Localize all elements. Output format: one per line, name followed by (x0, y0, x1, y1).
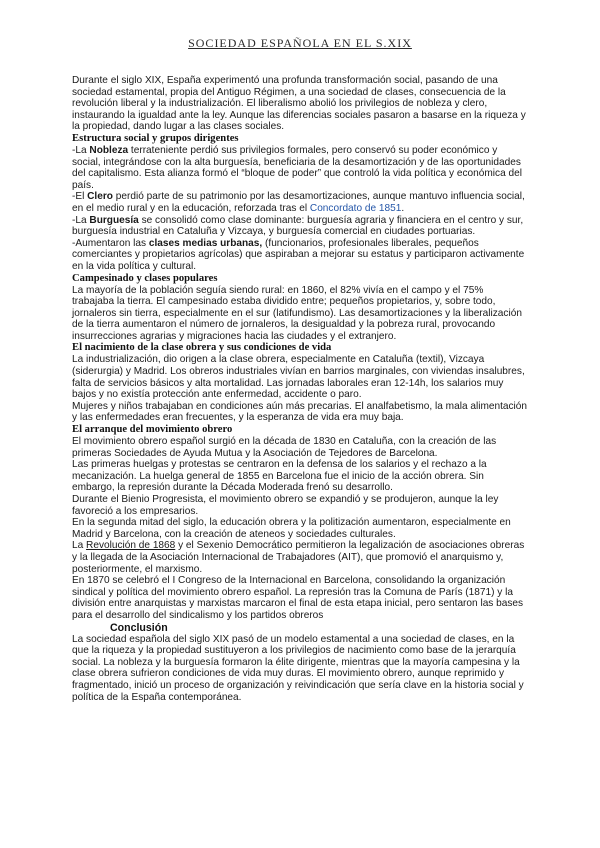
paragraph-campesinado: La mayoría de la población seguía siendo rural: en 1860, el 82% vivía en el campo y el 75% trabajaba la tierra. El campesinado estaba dividido entre; pequeños propietarios, y, sobre todo, jornaleros sin tierra, especialmente en el sur (latifundismo). Las desamortizaciones y la liberalización de la tierra aumentaron el número de jornaleros, la desigualdad y la pobreza rural, provocando insurrecciones agrarias y migraciones hacia las ciudades y el extranjero. (72, 284, 522, 342)
term-clases-medias: clases medias urbanas, (148, 237, 263, 249)
document-title: SOCIEDAD ESPAÑOLA EN EL S.XIX (188, 36, 412, 50)
link-concordato-1851[interactable]: Concordato de 1851 (309, 202, 402, 214)
paragraph-primeras-huelgas: Las primeras huelgas y protestas se centraron en la defensa de los salarios y el rechazo a la mecanización. La huelga general de 1855 en Barcelona fue el inicio de la acción obrera. Sin embargo, la represión durante la Década Moderada frenó su desarrollo. (72, 459, 487, 494)
document-page (72, 36, 528, 703)
term-clero: Clero (87, 191, 113, 203)
paragraph-revolucion-1868: La Revolución de 1868 y el Sexenio Democrático permitieron la legalización de asociaciones obreras y la llegada de la Asociación Internacional de Trabajadores (AIT), que promovió el anarquismo y, posteriormente, el marxismo. (72, 540, 525, 575)
paragraph-mujeres-ninos: Mujeres y niños trabajaban en condiciones aún más precarias. El analfabetismo, la mala alimentación y las enfermedades eran frecuentes, y la esperanza de vida era muy baja. (72, 400, 528, 424)
paragraph-nobleza: -La Nobleza terrateniente perdió sus privilegios formales, pero conservó su poder económico y social, integrándose con la alta burguesía, beneficiaria de la desamortización y de las oportunidades del capitalismo. Esta alianza formó el “bloque de poder” que controló la vida política y económica del país. (72, 144, 522, 191)
heading-conclusion: Conclusión (110, 621, 168, 634)
heading-campesinado: Campesinado y clases populares (72, 272, 218, 284)
paragraph-burguesia: -La Burguesía se consolidó como clase dominante: burguesía agraria y financiera en el centro y sur, burguesía industrial en Cataluña y Vizcaya, y burguesía comercial en ciudades portuarias. (72, 214, 524, 238)
heading-clase-obrera: El nacimiento de la clase obrera y sus condiciones de vida (72, 342, 332, 354)
heading-movimiento-obrero: El arranque del movimiento obrero (72, 424, 233, 436)
paragraph-bienio-progresista: Durante el Bienio Progresista, el movimiento obrero se expandió y se produjeron, aunque la ley favoreció a los empresarios. (72, 494, 499, 517)
paragraph-origen-movimiento: El movimiento obrero español surgió en la década de 1830 en Cataluña, con la creación de las primeras Sociedades de Ayuda Mutua y la Asociación de Tejedores de Barcelona. (72, 436, 497, 459)
heading-estructura-social: Estructura social y grupos dirigentes (72, 132, 239, 144)
paragraph-congreso-1870: En 1870 se celebró el I Congreso de la Internacional en Barcelona, consolidando la organización sindical y política del movimiento obrero español. La represión tras la Comuna de París (1871) y la división entre anarquistas y marxistas marcaron el final de esta etapa inicial, pero sentaron las bases para el desarrollo del sindicalismo y los partidos obreros (72, 575, 524, 621)
paragraph-industrializacion: La industrialización, dio origen a la clase obrera, especialmente en Cataluña (textil), Vizcaya (siderurgia) y Madrid. Los obreros industriales vivían en barrios marginales, con viviendas insalubres, falta de servicios básicos y alta mortalidad. Las jornadas laborales eran 12-14h, los salarios muy bajos y no existía protección ante enfermedad, accidente o paro. (72, 354, 525, 401)
paragraph-clero: -El Clero perdió parte de su patrimonio por las desamortizaciones, aunque mantuvo influencia social, en el medio rural y en la educación, reforzada tras el Concordato de 1851. (72, 191, 525, 214)
paragraph-clases-medias: -Aumentaron las clases medias urbanas, (funcionarios, profesionales liberales, pequeños comerciantes y propietarios agrícolas) que aspiraban a mejorar su estatus y participaron activamente en la vida política y cultural. (72, 237, 525, 272)
term-burguesia: Burguesía (89, 214, 139, 226)
term-nobleza: Nobleza (89, 144, 129, 156)
link-revolucion-1868[interactable]: Revolución de 1868 (86, 540, 176, 552)
paragraph-conclusion: La sociedad española del siglo XIX pasó de un modelo estamental a una sociedad de clases, en la que la riqueza y la propiedad sustituyeron a los privilegios de nacimiento como base de la jerarquía social. La nobleza y la burguesía formaron la élite dirigente, mientras que la mayoría campesina y la clase obrera sufrieron condiciones de vida muy duras. El movimiento obrero, aunque reprimido y fragmentado, inició un proceso de organización y reivindicación que sería clave en la historia social y política de la España contemporánea. (72, 633, 524, 703)
intro-paragraph: Durante el siglo XIX, España experimentó una profunda transformación social, pasando de una sociedad estamental, propia del Antiguo Régimen, a una sociedad de clases, consecuencia de la revolución liberal y la industrialización. El liberalismo abolió los privilegios de nobleza y clero, instaurando la igualdad ante la ley. Aunque las diferencias sociales pasaron a basarse en la riqueza y la propiedad, dando lugar a las clases sociales. (72, 75, 526, 133)
paragraph-educacion-obrera: En la segunda mitad del siglo, la educación obrera y la politización aumentaron, especialmente en Madrid y Barcelona, con la creación de ateneos y sociedades culturales. (72, 517, 511, 540)
